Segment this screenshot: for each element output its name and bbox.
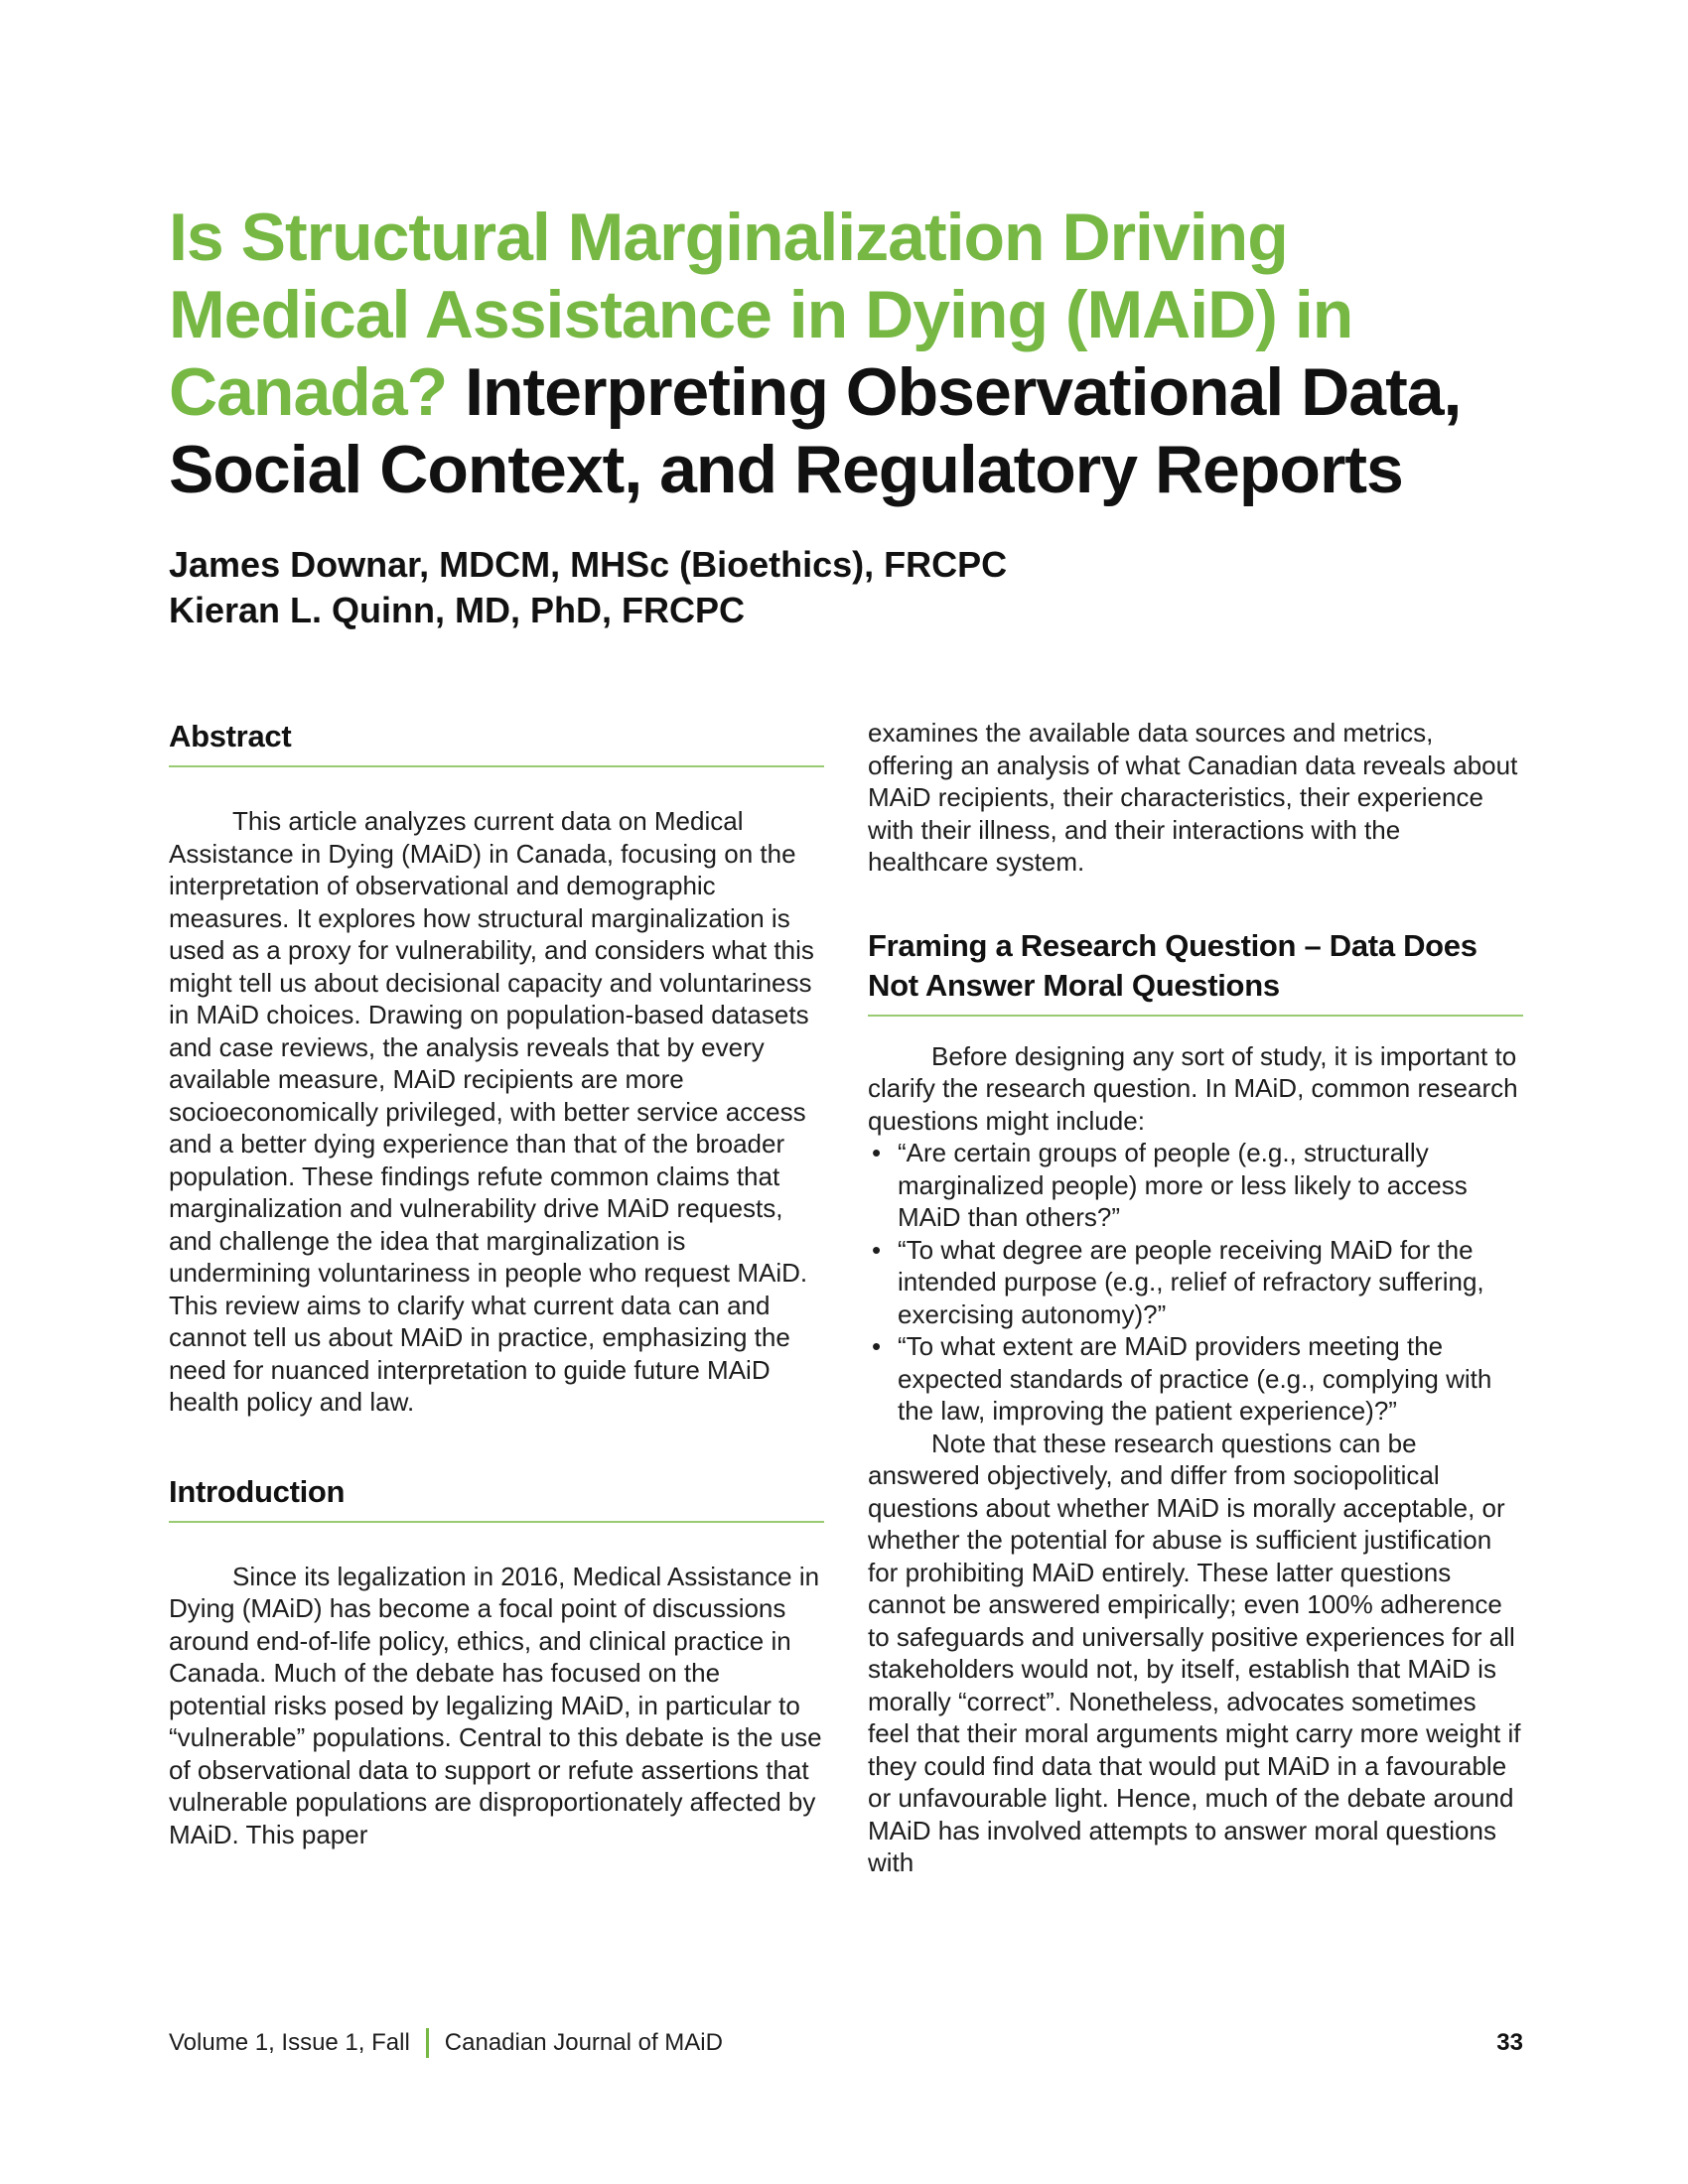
research-question-item [868, 1330, 1523, 1428]
research-question-text: “To what extent are MAiD providers meeting the expected standards of practice (e.g., complying with the law, improving the patient experience)?” [898, 1331, 1492, 1426]
research-question-text: “Are certain groups of people (e.g., structurally marginalized people) more or less likely to access MAiD than others?” [898, 1138, 1468, 1232]
research-question-text: “To what degree are people receiving MAiD for the intended purpose (e.g., relief of refractory suffering, exercising autonomy)?” [898, 1234, 1484, 1329]
framing-section [868, 926, 1523, 1879]
two-column-layout [169, 717, 1523, 1879]
abstract-body-paragraph: This article analyzes current data on Medical Assistance in Dying (MAiD) in Canada, focusing on the interpretation of observational and demographic measures. It explores how structural marginalization is used as a proxy for vulnerability, and considers what this might tell us about decisional capacity and voluntariness in MAiD choices. Drawing on population-based datasets and case reviews, the analysis reveals that by every available measure, MAiD recipients are more socioeconomically privileged, with better service access and a better dying experience than that of the broader population. These findings refute common claims that marginalization and vulnerability drive MAiD requests, and challenge the idea that marginalization is undermining voluntariness in people who request MAiD. This review aims to clarify what current data can and cannot tell us about MAiD in practice, emphasizing the need for nuanced interpretation to guide future MAiD health policy and law. [169, 806, 814, 1417]
research-question-item [868, 1137, 1523, 1234]
bullet-icon: • [872, 1234, 882, 1265]
continuation-paragraph: examines the available data sources and metrics, offering an analysis of what Canadian data reveals about MAiD recipients, their characteristics, their experience with their illness, and their interactions with the healthcare system. [868, 718, 1518, 877]
article-title-green-segment: Is Structural Marginalization Driving Medical Assistance in Dying (MAiD) in Canada? [169, 200, 1353, 430]
footer-page-number: 33 [1496, 2029, 1523, 2056]
footer-issue-text: Volume 1, Issue 1, Fall [169, 2029, 410, 2056]
introduction-heading: Introduction [169, 1473, 346, 1509]
abstract-section [169, 717, 824, 1419]
bullet-icon: • [872, 1331, 882, 1361]
framing-heading: Framing a Research Question – Data Does Not Answer Moral Questions [868, 927, 1477, 1003]
framing-body-paragraph: Note that these research questions can be answered objectively, and differ from sociopolitical questions about whether MAiD is morally acceptable, or whether the potential for abuse is sufficient justification for prohibiting MAiD entirely. These latter questions cannot be answered empirically; even 100% adherence to safeguards and universally positive experiences for all stakeholders would not, by itself, establish that MAiD is morally “correct”. Nonetheless, advocates sometimes feel that their moral arguments might carry more weight if they could find data that would put MAiD in a favourable or unfavourable light. Hence, much of the debate around MAiD has involved attempts to answer moral questions with [868, 1428, 1521, 1877]
footer-journal-text: Canadian Journal of MAiD [444, 2029, 723, 2056]
page-content [169, 199, 1523, 1879]
abstract-heading: Abstract [169, 719, 292, 753]
framing-heading-rule [868, 1015, 1523, 1017]
abstract-heading-rule [169, 765, 824, 767]
bullet-icon: • [872, 1138, 882, 1167]
framing-intro-paragraph: Before designing any sort of study, it is important to clarify the research question. In MAiD, common research questions might include: [868, 1040, 1518, 1136]
page-footer [169, 2027, 1523, 2059]
left-column [169, 717, 824, 1879]
footer-left-group [169, 2027, 723, 2059]
right-column [868, 717, 1523, 1879]
author-line: James Downar, MDCM, MHSc (Bioethics), FRCPC [169, 544, 1008, 585]
introduction-heading-rule [169, 1521, 824, 1523]
author-line: Kieran L. Quinn, MD, PhD, FRCPC [169, 590, 746, 630]
introduction-body-paragraph: Since its legalization in 2016, Medical Assistance in Dying (MAiD) has become a focal point of discussions around end-of-life policy, ethics, and clinical practice in Canada. Much of the debate has focused on the potential risks posed by legalizing MAiD, in particular to “vulnerable” populations. Central to this debate is the use of observational data to support or refute assertions that vulnerable populations are disproportionately affected by MAiD. This paper [169, 1561, 822, 1849]
author-block [169, 542, 1523, 633]
research-question-item [868, 1234, 1523, 1331]
article-title [169, 199, 1479, 508]
article-title-black-segment: Interpreting Observational Data, Social Context, and Regulatory Reports [169, 354, 1462, 507]
footer-divider-bar [426, 2028, 429, 2058]
introduction-section [169, 1472, 824, 1851]
research-question-list [868, 1137, 1523, 1428]
